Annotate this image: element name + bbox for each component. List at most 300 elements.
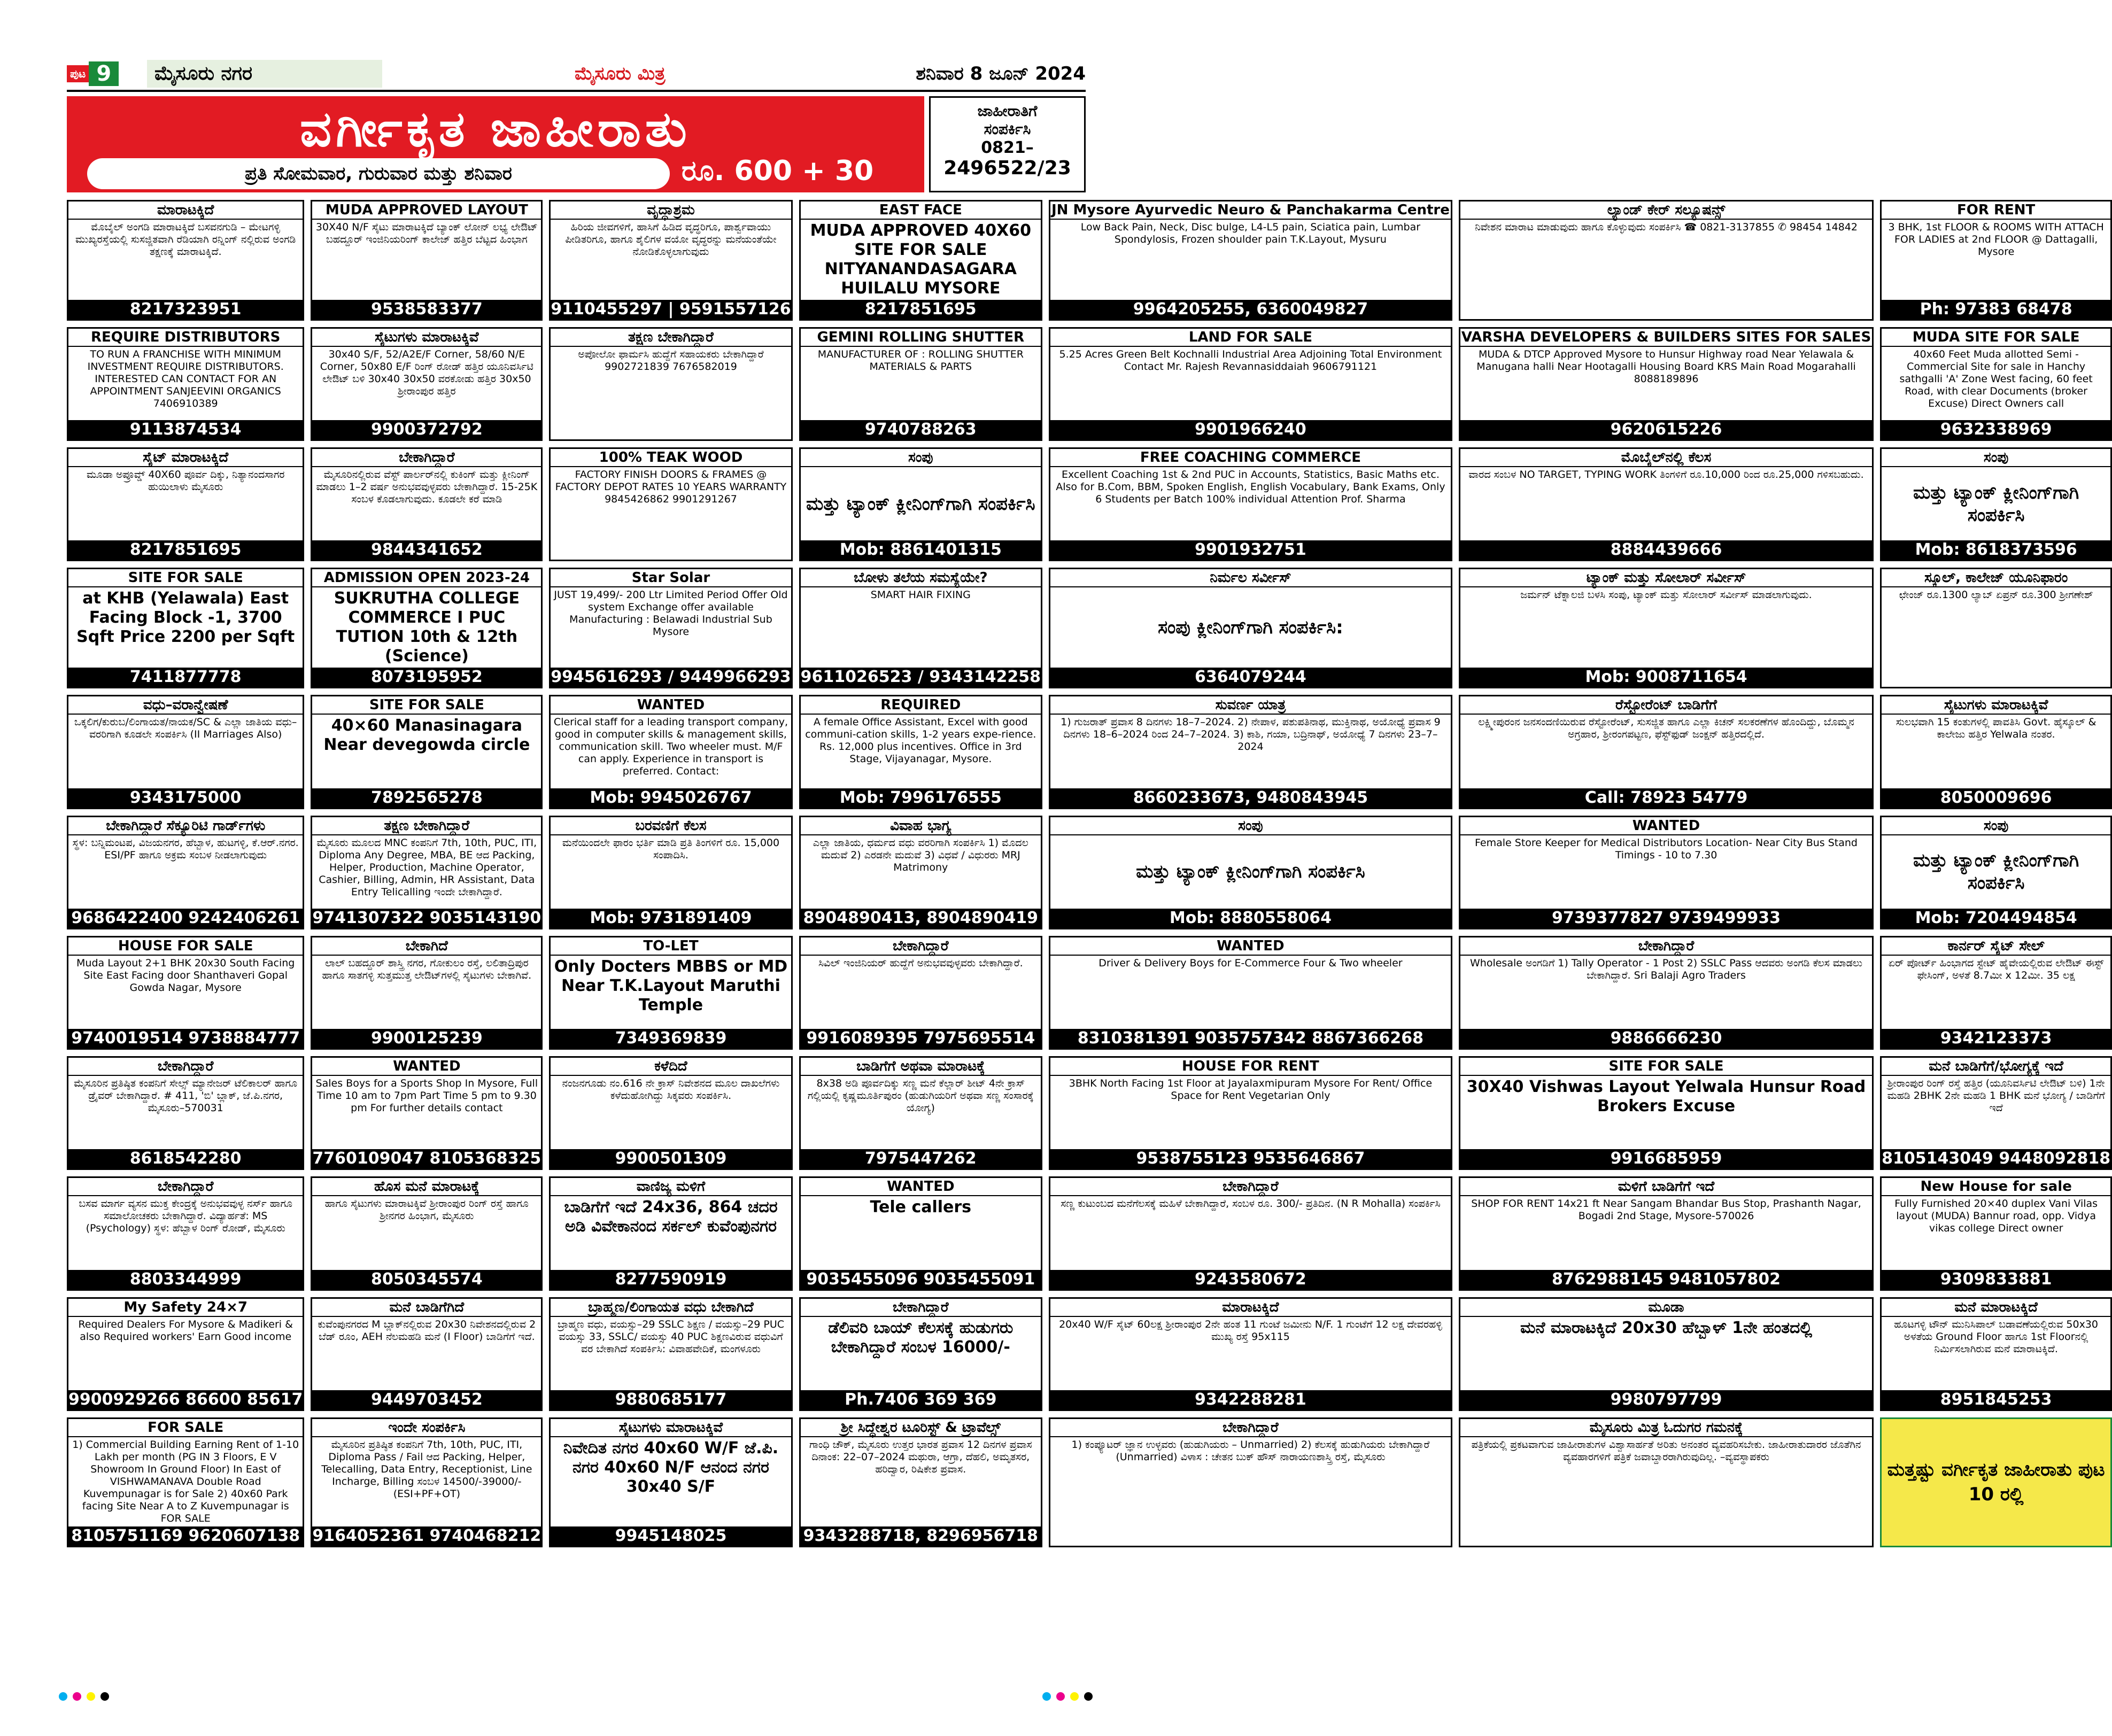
classified-ad (549, 695, 792, 809)
classified-ad (1880, 695, 2112, 809)
ad-heading: ಬಾಡಿಗೆಗೆ ಅಥವಾ ಮಾರಾಟಕ್ಕೆ (801, 1058, 1041, 1076)
ad-body: TO RUN A FRANCHISE WITH MINIMUM INVESTMENT REQUIRE DISTRIBUTORS. INTERESTED CAN CONTACT FOR AN APPOINTMENT SANJEEVINI ORGANICS 7406910389 (87, 348, 284, 409)
ad-heading: ಬೇಕಾಗಿದ್ದಾರೆ (68, 1178, 303, 1196)
yellow-dot (1070, 1692, 1079, 1701)
ad-phone: 8310381391 9035757342 8867366268 (1050, 1029, 1451, 1048)
classified-ad (67, 327, 304, 441)
ad-body: Muda Layout 2+1 BHK 20x30 South Facing Site East Facing door Shanthaveri Gopal Gowda Nagar, Mysore (76, 957, 295, 994)
ad-body: ಮತ್ತು ಟ್ಯಾಂಕ್ ಕ್ಲೀನಿಂಗ್‌ಗಾಗಿ ಸಂಪರ್ಕಿಸಿ (1913, 482, 2079, 526)
magenta-dot (73, 1692, 81, 1701)
ad-phone: 8618542280 (68, 1149, 303, 1168)
page-label: ಪುಟ (67, 65, 89, 82)
ad-heading: WANTED (312, 1058, 541, 1076)
ad-body: ಮೊಬೈಲ್ ಅಂಗಡಿ ಮಾರಾಟಕ್ಕಿದೆ ಬಸವನಗುಡಿ – ಮೇಟಗಳ್ಳಿ ಮುಖ್ಯರಸ್ತೆಯಲ್ಲಿ ಸುಸಜ್ಜಿತವಾಗಿ ರೆಡಿಯಾಗಿ ರನ್ನಿಂಗ್ ನಲ್ಲಿರುವ ಅಂಗಡಿ ತಕ್ಷಣಕ್ಕೆ ಮಾರಾಟಕ್ಕಿದೆ. (75, 221, 296, 258)
ad-heading: ಕಳೆದಿದೆ (551, 1058, 791, 1076)
ad-phone: 8105143049 9448092818 (1882, 1149, 2111, 1168)
ad-heading: FOR RENT (1882, 201, 2110, 220)
contact-line-1: ಜಾಹೀರಾತಿಗೆ (977, 102, 1038, 120)
ad-phone: Mob: 9731891409 (551, 909, 791, 928)
header-rule (67, 90, 1086, 92)
ad-phone: 8277590919 (551, 1270, 791, 1289)
classified-ad (1880, 1297, 2112, 1411)
ad-phone: 9844341652 (312, 540, 541, 560)
ad-heading: ವೃದ್ಧಾಶ್ರಮ (551, 201, 791, 220)
ad-phone: 9900372792 (312, 420, 541, 439)
ad-phone: 9035455096 9035455091 (801, 1270, 1041, 1289)
ad-body: 30X40 Vishwas Layout Yelwala Hunsur Road Brokers Excuse (1466, 1078, 1866, 1116)
ad-heading: SITE FOR SALE (1460, 1058, 1872, 1076)
ad-body: ಮತ್ತಷ್ಟು ವರ್ಗೀಕೃತ ಜಾಹೀರಾತು ಪುಟ 10 ರಲ್ಲಿ (1887, 1459, 2105, 1506)
ad-heading: ಬೇಕಾಗಿದ್ದಾರೆ (1050, 1178, 1451, 1196)
ad-heading: ಸಂಪು (1882, 449, 2110, 467)
classified-ad (799, 200, 1042, 321)
ad-phone: 9739377827 9739499933 (1460, 909, 1872, 928)
ad-phone: 8050345574 (312, 1270, 541, 1289)
ad-heading: ಮಾರಾಟಕ್ಕಿದೆ (68, 201, 303, 220)
issue-date: ಶನಿವಾರ 8 ಜೂನ್ 2024 (916, 63, 1086, 84)
ad-body: ಗಾಂಧಿ ಚೌಕ್, ಮೈಸೂರು ಉತ್ತರ ಭಾರತ ಪ್ರವಾಸ 12 ದಿನಗಳ ಪ್ರವಾಸ ದಿನಾಂಕ: 22–07–2024 ಮಥುರಾ, ಆಗ್ರಾ, ದೆಹಲಿ, ಅಮೃತಸರ, ಹರಿದ್ವಾರ, ರಿಷಿಕೇಶ ಪ್ರವಾಸ. (809, 1438, 1032, 1475)
ad-phone: 9449703452 (312, 1390, 541, 1409)
ad-phone: 9916089395 7975695514 (801, 1029, 1041, 1048)
classified-ad (1880, 447, 2112, 561)
ad-phone: Mob: 7204494854 (1882, 909, 2110, 928)
ad-heading: FOR SALE (68, 1419, 303, 1437)
ad-body: at KHB (Yelawala) East Facing Block -1, 3700 Sqft Price 2200 per Sqft (76, 589, 295, 647)
classified-ad (549, 200, 792, 321)
ad-heading: ಮಾರಾಟಕ್ಕಿದೆ (1050, 1299, 1451, 1317)
ad-heading: ವಾಣಿಜ್ಯ ಮಳಿಗೆ (551, 1178, 791, 1196)
ad-body: Tele callers (870, 1198, 972, 1217)
ad-heading: ಸ್ಕೂಲ್, ಕಾಲೇಜ್ ಯೂನಿಫಾರಂ (1882, 569, 2110, 587)
ad-phone: Mob: 7996176555 (801, 788, 1041, 808)
ad-body: ಹಾಗೂ ಸೈಟುಗಳು ಮಾರಾಟಕ್ಕಿವೆ ಶ್ರೀರಾಂಪುರ ರಿಂಗ್ ರಸ್ತೆ ಹಾಗೂ ಶ್ರೀನಗರ ಹಿಂಭಾಗ, ಮೈಸೂರು (324, 1198, 529, 1222)
yellow-dot (87, 1692, 95, 1701)
ad-phone: 9900501309 (551, 1149, 791, 1168)
classified-ad (549, 1176, 792, 1290)
classified-ad (311, 447, 543, 561)
ad-body: ಮೈಸೂರಿನ ಪ್ರತಿಷ್ಠಿತ ಕಂಪನಿಗೆ ಸೇಲ್ಸ್ ಮ್ಯಾನೇಜರ್ ಟೆಲಿಕಾಲರ್ ಹಾಗೂ ಡ್ರೈವರ್ ಬೇಕಾಗಿದ್ದಾರೆ. # 411, 'ಬಿ' ಬ್ಲಾಕ್, ಜೆ.ಪಿ.ನಗರ, ಮೈಸೂರು–570031 (74, 1078, 298, 1114)
classified-ad (67, 1417, 304, 1547)
ad-body: ಕುವೆಂಪುನಗರದ M ಬ್ಲಾಕ್‌ನಲ್ಲಿರುವ 20x30 ನಿವೇಶನದಲ್ಲಿರುವ 2 ಬೆಡ್ ರೂಂ, AEH ನೆಲಮಹಡಿ ಮನೆ (I Floor) ಬಾಡಿಗೆಗೆ ಇದೆ. (318, 1318, 536, 1343)
ad-phone: 9900125239 (312, 1029, 541, 1048)
ad-body: ಮೈಸೂರಿನಲ್ಲಿರುವ ವೆಸ್ಟ್ ಪಾರ್ಲರ್‌ನಲ್ಲಿ ಕುಕಿಂಗ್ ಮತ್ತು ಕ್ಲೀನಿಂಗ್ ಮಾಡಲು 1–2 ವರ್ಷ ಅನುಭವವುಳ್ಳವರು ಬೇಕಾಗಿದ್ದಾರೆ. 15-25K ಸಂಬಳ ಕೊಡಲಾಗುವುದು. ಕೂಡಲೇ ಕರೆ ಮಾಡಿ (316, 469, 538, 506)
ad-body: ಮತ್ತು ಟ್ಯಾಂಕ್ ಕ್ಲೀನಿಂಗ್‌ಗಾಗಿ ಸಂಪರ್ಕಿಸಿ (806, 493, 1035, 515)
classified-ad (311, 1056, 543, 1170)
ad-phone: Ph.7406 369 369 (801, 1390, 1041, 1409)
ad-phone: 8660233673, 9480843945 (1050, 788, 1451, 808)
classified-ad (1459, 200, 1874, 321)
ad-heading: MUDA APPROVED LAYOUT (312, 201, 541, 220)
classified-ad (1049, 1297, 1452, 1411)
ad-heading: ಬೇಕಾಗಿದ್ದಾರೆ (68, 1058, 303, 1076)
ad-phone: 9900929266 86600 85617 (68, 1390, 303, 1409)
ad-phone: 8803344999 (68, 1270, 303, 1289)
ad-heading: ADMISSION OPEN 2023-24 (312, 569, 541, 587)
ad-heading: ಸೈಟುಗಳು ಮಾರಾಟಕ್ಕಿವೆ (1882, 696, 2110, 715)
registration-dots-left (59, 1692, 109, 1701)
classified-ad (799, 695, 1042, 809)
ad-phone: 9342123373 (1882, 1029, 2110, 1048)
ad-phone: 9632338969 (1882, 420, 2110, 439)
ad-heading: ವಿವಾಹ ಭಾಗ್ಯ (801, 817, 1041, 835)
ad-heading: EAST FACE (801, 201, 1041, 220)
ad-phone: Mob: 8861401315 (801, 540, 1041, 560)
advert-contact-box (929, 96, 1086, 192)
ad-heading: ಬ್ರಾಹ್ಮಣ/ಲಿಂಗಾಯತ ವಧು ಬೇಕಾಗಿದೆ (551, 1299, 791, 1317)
ad-body: ಸಂಪು ಕ್ಲೀನಿಂಗ್‌ಗಾಗಿ ಸಂಪರ್ಕಿಸಿ: (1158, 617, 1343, 639)
classified-ad (1049, 695, 1452, 809)
classified-ad (549, 568, 792, 688)
ad-phone: 9740019514 9738884777 (68, 1029, 303, 1048)
ad-phone: 9880685177 (551, 1390, 791, 1409)
ad-heading: WANTED (551, 696, 791, 715)
ad-body: SUKRUTHA COLLEGE COMMERCE I PUC TUTION 10th & 12th (Science) (334, 589, 520, 666)
ad-phone: 7349369839 (551, 1029, 791, 1048)
ad-heading: ಸಂಪು (1882, 817, 2110, 835)
ad-body: MUDA & DTCP Approved Mysore to Hunsur Highway road Near Yelawala & Manugana halli Near Hootagalli Housing Board KRS Main Road Mogarahalli 8088189896 (1476, 348, 1856, 385)
ad-phone: 9964205255, 6360049827 (1050, 300, 1451, 319)
ad-phone: 8951845253 (1882, 1390, 2110, 1409)
classified-ad (67, 936, 304, 1050)
ad-phone: Mob: 8880558064 (1050, 909, 1451, 928)
ad-body: ನಂಜನಗೂಡು ನಂ.616 ನೇ ಕ್ರಾಸ್ ನಿವೇಶನದ ಮೂಲ ದಾಖಲೆಗಳು ಕಳೆದುಹೋಗಿದ್ದು ಸಿಕ್ಕವರು ಸಂಪರ್ಕಿಸಿ. (562, 1078, 780, 1102)
ad-heading: My Safety 24×7 (68, 1299, 303, 1317)
ad-heading: ಸಂಪು (1050, 817, 1451, 835)
ad-heading: ಬೇಕಾಗಿದ್ದಾರೆ (1460, 937, 1872, 956)
ad-heading: ಮೊಬೈಲ್‌ನಲ್ಲಿ ಕೆಲಸ (1460, 449, 1872, 467)
ad-body: ಲಾಲ್ ಬಹದ್ದೂರ್ ಶಾಸ್ತ್ರಿ ನಗರ, ಗೋಕುಲಂ ರಸ್ತೆ, ಲಲಿತಾದ್ರಿಪುರ ಹಾಗೂ ಸಾತಗಳ್ಳಿ ಸುತ್ತಮುತ್ತ ಲೇಔಟ್‌ಗಳಲ್ಲಿ ಸೈಟುಗಳು ಬೇಕಾಗಿವೆ. (322, 957, 532, 981)
classified-ad (1459, 936, 1874, 1050)
classified-ad (311, 936, 543, 1050)
ad-body: ಡೆಲಿವರಿ ಬಾಯ್ ಕೆಲಸಕ್ಕೆ ಹುಡುಗರು ಬೇಕಾಗಿದ್ದಾರೆ ಸಂಬಳ 16000/- (828, 1318, 1014, 1357)
ad-heading: New House for sale (1882, 1178, 2110, 1196)
classified-ad (1459, 1297, 1874, 1411)
ad-heading: FREE COACHING COMMERCE (1050, 449, 1451, 467)
ad-heading: ಮೈಸೂರು ಮಿತ್ರ ಓದುಗರ ಗಮನಕ್ಕೆ (1460, 1419, 1872, 1437)
ad-body: Driver & Delivery Boys for E-Commerce Four & Two wheeler (1098, 957, 1403, 969)
ad-heading: ಬೋಳು ತಲೆಯ ಸಮಸ್ಯೆಯೇ? (801, 569, 1041, 587)
contact-line-3: 0821– (981, 138, 1034, 157)
ad-phone: 9945616293 / 9449966293 (551, 668, 791, 687)
ad-body: ಒಕ್ಕಲಿಗ/ಕುರುಬ/ಲಿಂಗಾಯತ/ನಾಯಕ/SC & ಎಲ್ಲಾ ಜಾತಿಯ ವಧು–ವರರಿಗಾಗಿ ಕೂಡಲೇ ಸಂಪರ್ಕಿಸಿ (II Marriages Also) (74, 716, 297, 741)
ad-body: ಬಾಡಿಗೆಗೆ ಇದೆ 24x36, 864 ಚದರ ಅಡಿ ವಿವೇಕಾನಂದ ಸರ್ಕಲ್ ಕುವೆಂಪುನಗರ (564, 1198, 778, 1236)
classified-ad (1049, 1417, 1452, 1547)
ad-heading: Star Solar (551, 569, 791, 587)
ad-body: ಶ್ರೀರಾಂಪುರ ರಿಂಗ್ ರಸ್ತೆ ಹತ್ತಿರ (ಯೂನಿವರ್ಸಿಟಿ ಲೇಔಟ್ ಬಳಿ) 1ನೇ ಮಹಡಿ 2BHK 2ನೇ ಮಹಡಿ 1 BHK ಮನೆ ಭೋಗ್ಯ / ಬಾಡಿಗೆಗೆ ಇದೆ (1887, 1078, 2105, 1114)
classified-ad (67, 695, 304, 809)
ad-body: 40×60 Manasinagara Near devegowda circle (323, 716, 530, 755)
ad-body: 5.25 Acres Green Belt Kochnalli Industrial Area Adjoining Total Environment Contact Mr. Rajesh Revannasiddaiah 9606791121 (1059, 348, 1442, 373)
ad-phone: 7975447262 (801, 1149, 1041, 1168)
classified-ad (311, 327, 543, 441)
ad-body: 20x40 W/F ಸೈಟ್ 60ಲಕ್ಷ ಶ್ರೀರಾಂಪುರ 2ನೇ ಹಂತ 11 ಗುಂಟೆ ಜಮೀನು N/F. 1 ಗುಂಟೆಗೆ 12 ಲಕ್ಷ ದೇವರಹಳ್ಳಿ ಮುಖ್ಯ ರಸ್ತೆ 95x115 (1059, 1318, 1442, 1343)
classified-ad (549, 1297, 792, 1411)
ad-body: ಮತ್ತು ಟ್ಯಾಂಕ್ ಕ್ಲೀನಿಂಗ್‌ಗಾಗಿ ಸಂಪರ್ಕಿಸಿ (1136, 861, 1365, 883)
ad-body: ಹೂಟಗಳ್ಳಿ ಟೌನ್ ಮುನಿಸಿಪಾಲ್ ಬಡಾವಣೆಯಲ್ಲಿರುವ 50x30 ಅಳತೆಯ Ground Floor ಹಾಗೂ 1st Floorನಲ್ಲಿ ನಿರ್ಮಿಸಲಾಗಿರುವ ಮನೆ ಮಾರಾಟಕ್ಕಿದೆ. (1894, 1318, 2098, 1355)
ad-heading: ಬೇಕಾಗಿದೆ (312, 937, 541, 956)
ad-phone: 9945148025 (551, 1526, 791, 1546)
classified-ad (311, 568, 543, 688)
ad-body: 40x60 Feet Muda allotted Semi - Commercial Site for sale in Hanchy sathgalli 'A' Zone West facing, 60 feet Road, with clear Documents (broker Excuse) Direct Owners call (1899, 348, 2093, 409)
ad-phone: Ph: 97383 68478 (1882, 300, 2110, 319)
classified-ad (1459, 568, 1874, 688)
ad-body: ಛೇಂಜ್ ರೂ.1300 ಲ್ಯಾಬ್ ಏಪ್ರನ್ ರೂ.300 ಶ್ರೀಗಣೇಶ್ (1899, 589, 2093, 601)
black-dot (100, 1692, 109, 1701)
classified-ad (1049, 1176, 1452, 1290)
classified-ad (799, 447, 1042, 561)
classified-ad (1880, 327, 2112, 441)
ad-heading: ಟ್ಯಾಂಕ್ ಮತ್ತು ಸೋಲಾರ್ ಸರ್ವೀಸ್ (1460, 569, 1872, 587)
classified-ad (1459, 447, 1874, 561)
ad-heading: ಮನೆ ಬಾಡಿಗೆಗೆ/ಭೋಗ್ಯಕ್ಕೆ ಇದೆ (1882, 1058, 2110, 1076)
ad-body: 8x38 ಅಡಿ ಪೂರ್ವದಿಕ್ಕು ಸಣ್ಣ ಮನೆ ಕೆಲ್ಲಾರ್ ಶೀಟ್ 4ನೇ ಕ್ರಾಸ್ ಗಲ್ಲಿಯಲ್ಲಿ ಕೃಷ್ಣಮೂರ್ತಿಪುರಂ (ಹುಡುಗಿಯರಿಗೆ ಅಥವಾ ಸಣ್ಣ ಸಂಸಾರಕ್ಕೆ ಯೋಗ್ಯ) (807, 1078, 1034, 1114)
ad-phone: 6364079244 (1050, 668, 1451, 687)
classified-ad (311, 695, 543, 809)
ad-heading: ಬೇಕಾಗಿದ್ದಾರೆ (312, 449, 541, 467)
ad-heading: WANTED (1460, 817, 1872, 835)
ad-body: Only Docters MBBS or MD Near T.K.Layout Maruthi Temple (554, 957, 788, 1014)
ad-phone: 9620615226 (1460, 420, 1872, 439)
ad-body: MANUFACTURER OF : ROLLING SHUTTER MATERIALS & PARTS (817, 348, 1024, 373)
ad-body: 3 BHK, 1st FLOOR & ROOMS WITH ATTACH FOR LADIES at 2nd FLOOR @ Dattagalli, Mysore (1888, 221, 2104, 258)
ad-heading: JN Mysore Ayurvedic Neuro & Panchakarma Centre (1050, 201, 1451, 220)
classified-ad (1049, 816, 1452, 929)
ad-phone: 9538755123 9535646867 (1050, 1149, 1451, 1168)
ad-heading: ಕಾರ್ನರ್ ಸೈಟ್ ಸೇಲ್ (1882, 937, 2110, 956)
ad-body: ಮತ್ತು ಟ್ಯಾಂಕ್ ಕ್ಲೀನಿಂಗ್‌ಗಾಗಿ ಸಂಪರ್ಕಿಸಿ (1913, 850, 2079, 894)
ad-heading: SITE FOR SALE (68, 569, 303, 587)
classified-ad (1880, 200, 2112, 321)
ad-body: ನಿವೇದಿತ ನಗರ 40x60 W/F ಜೆ.ಪಿ. ನಗರ 40x60 N/F ಆನಂದ ನಗರ 30x40 S/F (563, 1438, 779, 1496)
magenta-dot (1056, 1692, 1065, 1701)
classified-ad (67, 447, 304, 561)
ad-heading: LAND FOR SALE (1050, 329, 1451, 347)
ad-heading: REQUIRE DISTRIBUTORS (68, 329, 303, 347)
ad-heading: VARSHA DEVELOPERS & BUILDERS SITES FOR SALES (1460, 329, 1872, 347)
ad-body: ಸಣ್ಣ ಕುಟುಂಬದ ಮನೆಗೆಲಸಕ್ಕೆ ಮಹಿಳೆ ಬೇಕಾಗಿದ್ದಾರೆ, ಸಂಬಳ ರೂ. 300/- ಪ್ರತಿದಿನ. (N R Mohalla) ಸಂಪರ್ಕಿಸಿ (1061, 1198, 1441, 1210)
classified-ad (311, 1417, 543, 1547)
ad-heading: ಶ್ರೀ ಸಿದ್ಧೇಶ್ವರ ಟೂರಿಸ್ಟ್ & ಟ್ರಾವೆಲ್ಸ್ (801, 1419, 1041, 1437)
classified-ad (67, 568, 304, 688)
ad-heading: WANTED (801, 1178, 1041, 1196)
ad-phone: 8105751169 9620607138 (68, 1526, 303, 1546)
ad-phone: 9901932751 (1050, 540, 1451, 560)
cyan-dot (1042, 1692, 1051, 1701)
classified-ad (799, 936, 1042, 1050)
ad-phone: 9980797799 (1460, 1390, 1872, 1409)
page-number: 9 (89, 61, 119, 86)
ad-heading: ಸೈಟುಗಳು ಮಾರಾಟಕ್ಕಿವೆ (551, 1419, 791, 1437)
classified-ad (67, 816, 304, 929)
ad-heading: ಬೇಕಾಗಿದ್ದಾರೆ (801, 1299, 1041, 1317)
classified-ad (549, 936, 792, 1050)
ad-body: ಸ್ಥಳ: ಬನ್ನಿಮಂಟಪ, ವಿಜಯನಗರ, ಹೆಬ್ಬಾಳ, ಹುಟಗಳ್ಳಿ, ಕೆ.ಆರ್.ನಗರ. ESI/PF ಹಾಗೂ ಅಕ್ರಮ ಸಂಬಳ ನೀಡಲಾಗುವುದು (72, 836, 299, 861)
banner-subtitle: ಪ್ರತಿ ಸೋಮವಾರ, ಗುರುವಾರ ಮತ್ತು ಶನಿವಾರ (87, 158, 670, 189)
ad-body: Sales Boys for a Sports Shop In Mysore, Full Time 10 am to 7pm Part Time 5 pm to 9.30 pm For further details contact (315, 1078, 538, 1114)
ad-body: ಬಸವ ಮಾರ್ಗ ವ್ಯಸನ ಮುಕ್ತ ಕೇಂದ್ರಕ್ಕೆ ಅನುಭವವುಳ್ಳ ನರ್ಸ್ ಹಾಗೂ ಸಮಾಲೋಚಕರು ಬೇಕಾಗಿದ್ದಾರೆ. ವಿದ್ಯಾರ್ಹತೆ: MS (Psychology) ಸ್ಥಳ: ಹೆಬ್ಬಾಳ ರಿಂಗ್ ರೋಡ್, ಮೈಸೂರು (79, 1198, 293, 1235)
ad-body: ಜರ್ಮನ್ ಟೆಕ್ನಾಲಜಿ ಬಳಸಿ ಸಂಪು, ಟ್ಯಾಂಕ್ ಮತ್ತು ಸೋಲಾರ್ ಸರ್ವೀಸ್ ಮಾಡಲಾಗುವುದು. (1520, 589, 1812, 601)
classified-ad (1880, 1176, 2112, 1290)
classified-ad (1459, 327, 1874, 441)
ad-body: ಮನೆ ಮಾರಾಟಕ್ಕಿದೆ 20x30 ಹೆಬ್ಬಾಳ್ 1ನೇ ಹಂತದಲ್ಲಿ (1520, 1318, 1813, 1337)
ad-body: ಬ್ರಾಹ್ಮಣ ವಧು, ವಯಸ್ಸು–29 SSLC ಶಿಕ್ಷಣ / ವಯಸ್ಸು–29 PUC ವಯಸ್ಸು 33, SSLC/ ವಯಸ್ಸು 40 PUC ಶಿಕ್ಷಣವಿರುವ ವಧುವಿಗೆ ವರ ಬೇಕಾಗಿದೆ ಸಂಪರ್ಕಿಸಿ: ವಿವಾಹವೇದಿಕೆ, ಮಂಗಳೂರು (557, 1318, 785, 1355)
ad-body: MUDA APPROVED 40X60 SITE FOR SALE NITYANANDASAGARA HUILALU MYSORE (810, 221, 1032, 298)
ad-phone: 8762988145 9481057802 (1460, 1270, 1872, 1289)
classified-ad (67, 200, 304, 321)
classified-ad (1459, 1176, 1874, 1290)
classified-ad (67, 1176, 304, 1290)
ad-body: ಏರ್ ಪೋರ್ಟ್ ಹಿಂಭಾಗದ ಸ್ಟೇಟ್ ಹೈವೇಯಲ್ಲಿರುವ ಲೇಔಟ್ ಈಸ್ಟ್ ಫೇಸಿಂಗ್, ಅಳತೆ 8.7ಮೀ x 12ಮೀ. 35 ಲಕ್ಷ (1888, 957, 2104, 981)
ad-phone: 8050009696 (1882, 788, 2110, 808)
contact-line-2: ಸಂಪರ್ಕಿಸಿ (984, 120, 1031, 138)
ad-heading: GEMINI ROLLING SHUTTER (801, 329, 1041, 347)
classified-ad (549, 816, 792, 929)
classified-ad (549, 1417, 792, 1547)
contact-line-4: 2496522/23 (943, 157, 1071, 179)
ad-phone: 9164052361 9740468212 (312, 1526, 541, 1545)
classified-ad (1459, 1417, 1874, 1547)
newspaper-name: ಮೈಸೂರು ಮಿತ್ರ (575, 63, 666, 84)
ad-body: ಪತ್ರಿಕೆಯಲ್ಲಿ ಪ್ರಕಟವಾಗುವ ಜಾಹೀರಾತುಗಳ ವಿಶ್ವಾಸಾರ್ಹತೆ ಅರಿತು ಅನಂತರ ವ್ಯವಹರಿಸಬೇಕು. ಜಾಹೀರಾತುದಾರರ ಜೊತೆಗಿನ ವ್ಯವಹಾರಗಳಿಗೆ ಪತ್ರಿಕೆ ಜವಾಬ್ದಾರರಾಗಿರುವುದಿಲ್ಲ. –ವ್ಯವಸ್ಥಾಪಕರು (1471, 1438, 1861, 1463)
classified-ad (311, 1176, 543, 1290)
ad-body: 30X40 N/F ಸೈಟು ಮಾರಾಟಕ್ಕಿದೆ ಬ್ಯಾಂಕ್ ಲೋನ್ ಲಭ್ಯ ಲೇಔಟ್ ಬಹದ್ದೂರ್ ಇಂಜಿನಿಯರಿಂಗ್ ಕಾಲೇಜ್ ಹತ್ತಿರ ಬೆಟ್ಟದ ಹಿಂಭಾಗ (315, 221, 538, 245)
ad-body: ಹಿರಿಯ ಜೀವಗಳಿಗೆ, ಹಾಸಿಗೆ ಹಿಡಿದ ವೃದ್ಧರಿಗೂ, ಪಾರ್ಶ್ವವಾಯು ಪೀಡಿತರಿಗೂ, ಹಾಗೂ ಶೈಲಿಗಳ ವಯೋ ವೃದ್ಧರನ್ನು ಮನೆಯಂತೆಯೇ ನೋಡಿಕೊಳ್ಳಲಾಗುವುದು (565, 221, 777, 258)
ad-phone: 8073195952 (312, 668, 541, 687)
banner-price: ರೂ. 600 + 30 ಮಾತ್ರ (682, 155, 874, 220)
ad-body: JUST 19,499/- 200 Ltr Limited Period Offer Old system Exchange offer available Manufacturing : Belawadi Industrial Sub Mysore (554, 589, 788, 638)
classified-ad (1880, 816, 2112, 929)
ad-heading: ಸೈಟ್ ಮಾರಾಟಕ್ಕಿದೆ (68, 449, 303, 467)
ad-phone: 8904890413, 8904890419 (801, 909, 1041, 928)
classified-ad (799, 816, 1042, 929)
classified-ad (311, 816, 543, 929)
classified-ad (549, 327, 792, 441)
ad-phone: 9611026523 / 9343142258 (800, 668, 1041, 687)
ad-heading: HOUSE FOR SALE (68, 937, 303, 956)
ad-heading: ವಧು–ವರಾನ್ವೇಷಣೆ (68, 696, 303, 715)
ad-body: Required Dealers For Mysore & Madikeri & also Required workers' Earn Good income (78, 1318, 293, 1343)
classified-ad (67, 1297, 304, 1411)
ad-body: Clerical staff for a leading transport company, good in computer skills & management skills, communication skill. Two wheeler must. M/F can apply. Experience in transport is preferred. Contact: (553, 716, 788, 778)
ad-body: 1) Commercial Building Earning Rent of 1-10 Lakh per month (PG IN 3 Floors, E V Showroom In Ground Floor) In East of VISHWAMANAVA Double Road Kuvempunagar is for Sale 2) 40x60 Park facing Site Near A to Z Kuvempunagar is FOR SALE (72, 1438, 299, 1524)
ad-body: ನಿವೇಶನ ಮಾರಾಟ ಮಾಡುವುದು ಹಾಗೂ ಕೊಳ್ಳುವುದು ಸಂಪರ್ಕಿಸಿ ☎ 0821-3137855 ✆ 98454 14842 (1475, 221, 1858, 233)
classified-ad (799, 1056, 1042, 1170)
ad-body: ಲಕ್ಷ್ಮೀಪುರಂನ ಜನಸಂದಣಿಯಿರುವ ರೆಸ್ಟೋರೆಂಟ್, ಸುಸಜ್ಜಿತ ಹಾಗೂ ಎಲ್ಲಾ ಕಿಚನ್ ಸಲಕರಣೆಗಳ ಹೊಂದಿದ್ದು, ಬೊಮ್ಮನ ಅಗ್ರಹಾರ, ಶ್ರೀರಂಗಪಟ್ಟಣ, ಫೆಸ್ಟ್‌ಫುಡ್ ಜಂಕ್ಷನ್ ಹತ್ತಿರದಲ್ಲಿದೆ. (1478, 716, 1854, 741)
classified-ad (1459, 816, 1874, 929)
banner-title: ವರ್ಗೀಕೃತ ಜಾಹೀರಾತು (300, 100, 691, 158)
ad-heading: ಮಳಿಗೆ ಬಾಡಿಗೆಗೆ ಇದೆ (1460, 1178, 1872, 1196)
ad-body: Excellent Coaching 1st & 2nd PUC in Accounts, Statistics, Basic Maths etc. Also for B.Com, BBM, Spoken English, English Vocabulary, Bank Exams, Only 6 Students per Batch 100% individual Attention Prof. Sharma (1056, 469, 1445, 506)
ad-heading: ಬೇಕಾಗಿದ್ದಾರೆ (801, 937, 1041, 956)
ad-phone: 9343175000 (68, 788, 303, 808)
ad-body: 1) ಗುಜರಾತ್ ಪ್ರವಾಸ 8 ದಿನಗಳು 18–7–2024. 2) ನೇಪಾಳ, ಪಶುಪತಿನಾಥ, ಮುಕ್ತಿನಾಥ, ಅಯೋಧ್ಯೆ ಪ್ರವಾಸ 9 ದಿನಗಳು 18–6–2024 ರಿಂದ 24–7–2024. 3) ಕಾಶಿ, ಗಯಾ, ಬದ್ರಿನಾಥ್, ಅಯೋಧ್ಯೆ 7 ದಿನಗಳು 23–7–2024 (1061, 716, 1441, 753)
ad-heading: ಸುವರ್ಣ ಯಾತ್ರ (1050, 696, 1451, 715)
ad-body: ಎಲ್ಲಾ ಜಾತಿಯ, ಧರ್ಮದ ವಧು ವರರಿಗಾಗಿ ಸಂಪರ್ಕಿಸಿ 1) ಮೊದಲ ಮದುವೆ 2) ಎರಡನೇ ಮದುವೆ 3) ವಿಧವೆ / ವಿಧುರರು MRJ Matrimony (813, 836, 1028, 873)
ad-phone: 9538583377 (312, 300, 541, 319)
ad-heading: ಬೇಕಾಗಿದ್ದಾರೆ ಸೆಕ್ಯೂರಿಟಿ ಗಾರ್ಡ್‌ಗಳು (68, 817, 303, 835)
ad-phone: 9343288718, 8296956718 (801, 1526, 1041, 1546)
classified-ad (311, 1297, 543, 1411)
ad-body: ಮೈಸೂರಿನ ಪ್ರತಿಷ್ಠಿತ ಕಂಪನಿಗೆ 7th, 10th, PUC, ITI, Diploma Pass / Fail ಆದ Packing, Helper, Telecalling, Data Entry, Receptionist, Line Incharge, Billing ಸಂಬಳ 14500/-39000/-(ESI+PF+OT) (321, 1438, 532, 1500)
classified-ad (1880, 1056, 2112, 1170)
ad-phone: 9113874534 (68, 420, 303, 439)
ad-heading: TO-LET (551, 937, 791, 956)
classified-ad (1049, 568, 1452, 688)
cyan-dot (59, 1692, 67, 1701)
ad-body: ವಾರದ ಸಂಬಳ NO TARGET, TYPING WORK ತಿಂಗಳಿಗೆ ರೂ.10,000 ರಿಂದ ರೂ.25,000 ಗಳಿಸಬಹುದು. (1468, 469, 1864, 481)
ad-phone: Mob: 9008711654 (1460, 668, 1872, 687)
classified-ad (1049, 200, 1452, 321)
ad-body: Low Back Pain, Neck, Disc bulge, L4-L5 pain, Sciatica pain, Lumbar Spondylosis, Frozen shoulder pain T.K.Layout, Mysuru (1080, 221, 1421, 245)
ad-body: ಸಿವಿಲ್ ಇಂಜಿನಿಯರ್ ಹುದ್ದೆಗೆ ಅನುಭವವುಳ್ಳವರು ಬೇಕಾಗಿದ್ದಾರೆ. (818, 957, 1023, 969)
ad-phone: 7760109047 8105368325 (312, 1149, 541, 1168)
ad-phone: 8217851695 (68, 540, 303, 560)
ad-body: ಮೈಸೂರು ಮೂಲದ MNC ಕಂಪನಿಗೆ 7th, 10th, PUC, ITI, Diploma Any Degree, MBA, BE ಆದ Packing, Helper, Production, Machine Operator, Cashier, Billing, Admin, HR Assistant, Data Entry Telicalling ಇಂದೇ ಬೇಕಾಗಿದ್ದಾರೆ. (316, 836, 537, 898)
ad-phone: 8884439666 (1460, 540, 1872, 560)
ad-body: SHOP FOR RENT 14x21 ft Near Sangam Bhandar Bus Stop, Prashanth Nagar, Bogadi 2nd Stage, Mysore-570026 (1471, 1198, 1861, 1222)
ad-heading: ಬೇಕಾಗಿದ್ದಾರೆ (1050, 1419, 1451, 1437)
ad-body: 1) ಕಂಪ್ಯೂಟರ್ ಜ್ಞಾನ ಉಳ್ಳವರು (ಹುಡುಗಿಯರು – Unmarried) 2) ಕೆಲಸಕ್ಕೆ ಹುಡುಗಿಯರು ಬೇಕಾಗಿದ್ದಾರೆ (Unmarried) ವಿಳಾಸ : ಚೇತನ ಬುಕ್ ಹೌಸ್ ನಾರಾಯಣಶಾಸ್ತ್ರಿ ರಸ್ತೆ, ಮೈಸೂರು (1071, 1438, 1430, 1463)
ad-body: ಮನೆಯಿಂದಲೇ ಫಾರಂ ಭರ್ತಿ ಮಾಡಿ ಪ್ರತಿ ತಿಂಗಳಿಗೆ ರೂ. 15,000 ಸಂಪಾದಿಸಿ. (562, 836, 780, 861)
classified-ad (549, 447, 792, 561)
ad-body: SMART HAIR FIXING (870, 589, 971, 601)
ad-phone: 7892565278 (312, 788, 541, 808)
ad-heading: ಸಂಪು (801, 449, 1041, 467)
ad-heading: SITE FOR SALE (312, 696, 541, 715)
classified-ad (1049, 1056, 1452, 1170)
ad-phone: 9916685959 (1460, 1149, 1872, 1168)
ad-phone: 9309833881 (1882, 1270, 2110, 1289)
ad-heading: ಇಂದೇ ಸಂಪರ್ಕಿಸಿ (312, 1419, 541, 1437)
classified-ad (799, 568, 1042, 688)
ad-phone: Mob: 9945026767 (551, 788, 791, 808)
ad-heading: REQUIRED (801, 696, 1041, 715)
classified-ad (1049, 447, 1452, 561)
ad-body: ಮೂಡಾ ಅಪ್ರೂವ್ಡ್ 40X60 ಪೂರ್ವ ದಿಕ್ಕು, ನಿತ್ಯಾನಂದಸಾಗರ ಹುಯಿಲಾಳು ಮೈಸೂರು (86, 469, 285, 493)
ad-heading: ಮನೆ ಬಾಡಿಗೆಗಿದೆ (312, 1299, 541, 1317)
ad-phone: 9740788263 (801, 420, 1041, 439)
page-number-box (67, 60, 147, 88)
ad-heading: 100% TEAK WOOD (551, 449, 791, 467)
ad-phone: 9901966240 (1050, 420, 1451, 439)
ad-phone: 9741307322 9035143190 (312, 908, 541, 927)
ad-heading: ಸೈಟುಗಳು ಮಾರಾಟಕ್ಕಿವೆ (312, 329, 541, 347)
classified-ad (1049, 936, 1452, 1050)
section-name: ಮೈಸೂರು ನಗರ (147, 60, 382, 88)
ad-phone: 9886666230 (1460, 1029, 1872, 1048)
ad-heading: WANTED (1050, 937, 1451, 956)
ad-heading: MUDA SITE FOR SALE (1882, 329, 2110, 347)
classified-ad (549, 1056, 792, 1170)
top-bar (67, 60, 1086, 88)
ad-phone: 8217323951 (68, 300, 303, 319)
ad-heading: ಮೂಡಾ (1460, 1299, 1872, 1317)
ad-body: Wholesale ಅಂಗಡಿಗೆ 1) Tally Operator - 1 Post 2) SSLC Pass ಆದವರು ಅಂಗಡಿ ಕೆಲಸ ಮಾಡಲು ಬೇಕಾಗಿದ್ದಾರೆ. Sri Balaji Agro Traders (1470, 957, 1863, 981)
ad-heading: ಬರವಣಿಗೆ ಕೆಲಸ (551, 817, 791, 835)
classified-ad (1880, 568, 2112, 688)
ad-body: ಅಪೋಲೋ ಫಾರ್ಮಸಿ ಹುದ್ದೆಗೆ ಸಹಾಯಕರು ಬೇಕಾಗಿದ್ದಾರೆ 9902721839 7676582019 (578, 348, 764, 373)
ad-heading: ತಕ್ಷಣ ಬೇಕಾಗಿದ್ದಾರೆ (551, 329, 791, 347)
ad-phone: 8217851695 (801, 300, 1041, 319)
ad-heading: ರೆಸ್ಟೋರೆಂಟ್ ಬಾಡಿಗೆಗೆ (1460, 696, 1872, 715)
ad-phone: 7411877778 (68, 668, 303, 687)
ad-phone: 9686422400 9242406261 (68, 909, 303, 928)
classified-ad (1880, 936, 2112, 1050)
classified-ad (311, 200, 543, 321)
ad-body: ಸುಲಭವಾಗಿ 15 ಕಂತುಗಳಲ್ಲಿ ಪಾವತಿಸಿ Govt. ಹೈಸ್ಕೂಲ್ & ಕಾಲೇಜು ಹತ್ತಿರ Yelwala ನಂತರ. (1896, 716, 2096, 741)
classified-ad (1049, 327, 1452, 441)
ad-heading: ತಕ್ಷಣ ಬೇಕಾಗಿದ್ದಾರೆ (312, 817, 541, 835)
